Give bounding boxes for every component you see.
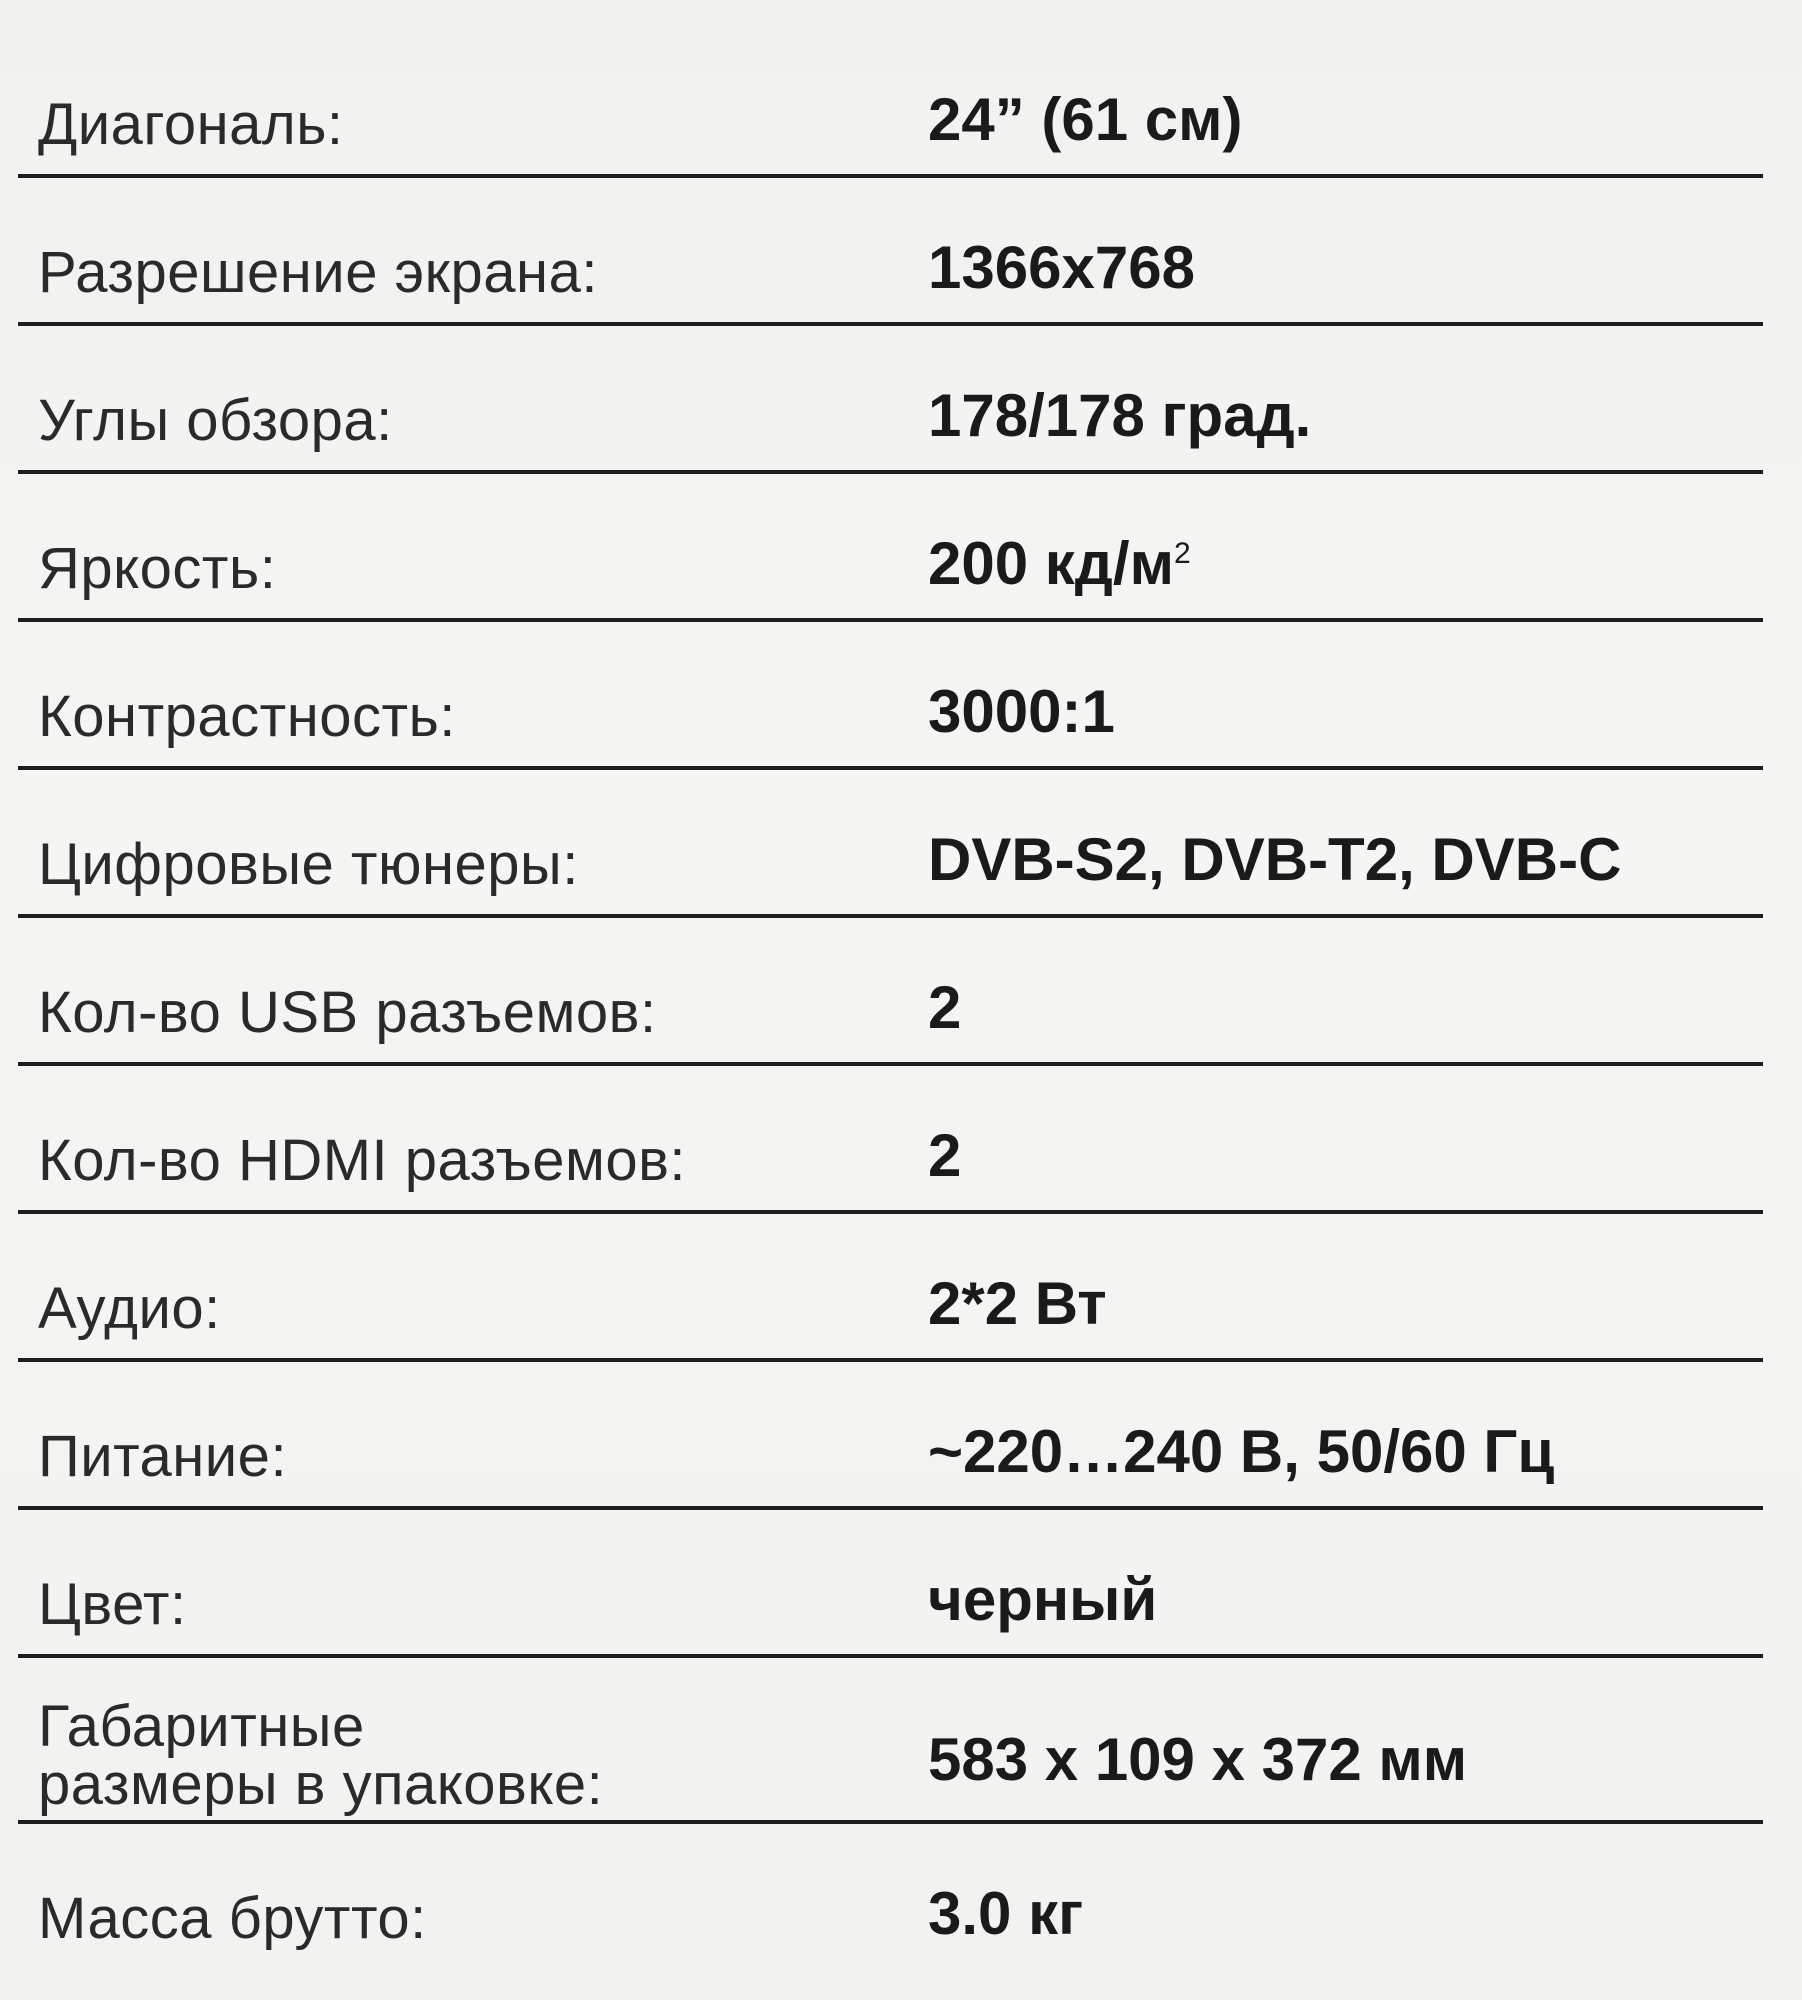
spec-value: ~220…240 В, 50/60 Гц [928,1418,1555,1485]
spec-value: 3000:1 [928,678,1115,745]
spec-row-resolution [18,178,1763,326]
spec-row-diagonal [18,30,1763,178]
spec-label: Яркость: [38,536,277,601]
spec-row-contrast [18,622,1763,770]
unit-superscript: 2 [1173,537,1191,570]
spec-value: 583 x 109 x 372 мм [928,1726,1468,1793]
spec-value: черный [928,1566,1158,1633]
spec-value: 200 кд/м [928,530,1174,597]
spec-label: Цвет: [38,1572,187,1637]
spec-row-hdmi [18,1066,1763,1214]
spec-label: Кол-во HDMI разъемов: [38,1128,687,1193]
spec-row-brightness [18,474,1763,622]
spec-value: 1366x768 [928,234,1195,301]
spec-value: DVB-S2, DVB-T2, DVB-C [928,826,1622,893]
spec-table [18,30,1763,1974]
spec-value-wrapper [928,530,1191,597]
spec-label: Разрешение экрана: [38,240,598,305]
spec-label: Контрастность: [38,684,456,749]
spec-label: Питание: [38,1424,288,1489]
spec-value: 24” (61 см) [928,86,1243,153]
spec-label: Кол-во USB разъемов: [38,980,657,1045]
spec-value: 3.0 кг [928,1880,1084,1947]
spec-label: Углы обзора: [38,388,393,453]
spec-value: 2 [928,1122,962,1189]
spec-label: Цифровые тюнеры: [38,832,579,897]
spec-value: 178/178 град. [928,382,1312,449]
spec-label: Габаритные размеры в упаковке: [38,1694,604,1817]
spec-label: Масса брутто: [38,1886,427,1951]
spec-row-weight [18,1824,1763,1974]
spec-row-color [18,1510,1763,1658]
spec-row-viewing-angles [18,326,1763,474]
spec-row-power [18,1362,1763,1510]
spec-row-dimensions [18,1658,1763,1824]
spec-label: Диагональ: [38,92,344,157]
spec-value: 2*2 Вт [928,1270,1107,1337]
spec-label: Аудио: [38,1276,221,1341]
spec-row-audio [18,1214,1763,1362]
spec-row-tuners [18,770,1763,918]
spec-row-usb [18,918,1763,1066]
spec-value: 2 [928,974,962,1041]
